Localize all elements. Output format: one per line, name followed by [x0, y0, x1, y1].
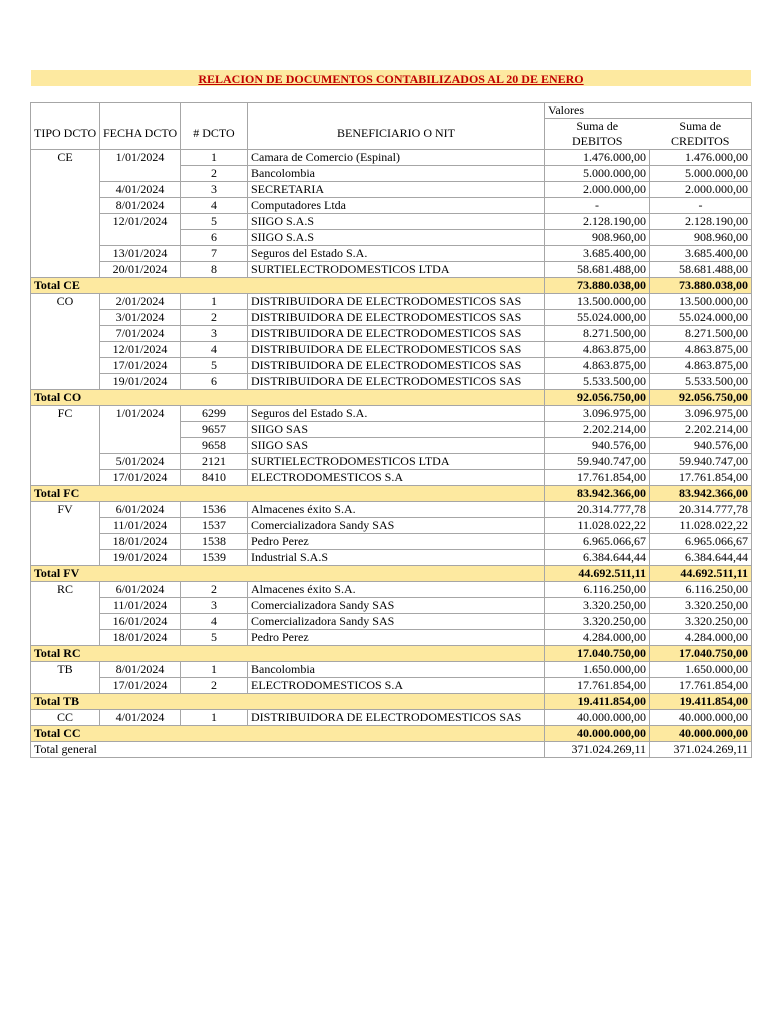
date-cell: 19/01/2024	[100, 374, 181, 390]
col-header-debitos-line1: Suma de	[545, 119, 650, 135]
debit-cell: 13.500.000,00	[545, 294, 650, 310]
doc-number-cell: 2	[181, 678, 248, 694]
credit-cell: 20.314.777,78	[650, 502, 752, 518]
group-total-credit: 17.040.750,00	[650, 646, 752, 662]
credit-cell: 3.685.400,00	[650, 246, 752, 262]
col-header-creditos-line2: CREDITOS	[650, 134, 752, 150]
group-total-debit: 83.942.366,00	[545, 486, 650, 502]
col-header-tipo: TIPO DCTO	[31, 119, 100, 150]
date-cell: 12/01/2024	[100, 214, 181, 230]
credit-cell: 5.533.500,00	[650, 374, 752, 390]
date-cell: 11/01/2024	[100, 518, 181, 534]
table-row	[31, 534, 752, 550]
credit-cell: 58.681.488,00	[650, 262, 752, 278]
credit-cell: 5.000.000,00	[650, 166, 752, 182]
group-total-row	[31, 726, 752, 742]
doc-number-cell: 5	[181, 214, 248, 230]
table-row	[31, 374, 752, 390]
debit-cell: 6.384.644,44	[545, 550, 650, 566]
table-row	[31, 214, 752, 230]
date-cell: 1/01/2024	[100, 406, 181, 422]
date-cell: 11/01/2024	[100, 598, 181, 614]
beneficiary-cell: Industrial S.A.S	[248, 550, 545, 566]
debit-cell: 3.320.250,00	[545, 614, 650, 630]
debit-cell: 2.202.214,00	[545, 422, 650, 438]
beneficiary-cell: SIIGO S.A.S	[248, 230, 545, 246]
table-row	[31, 358, 752, 374]
credit-cell: 8.271.500,00	[650, 326, 752, 342]
doc-number-cell: 9658	[181, 438, 248, 454]
table-row	[31, 598, 752, 614]
beneficiary-cell: ELECTRODOMESTICOS S.A	[248, 470, 545, 486]
debit-cell: 1.650.000,00	[545, 662, 650, 678]
debit-cell: 17.761.854,00	[545, 470, 650, 486]
debit-cell: 11.028.022,22	[545, 518, 650, 534]
doc-number-cell: 6	[181, 230, 248, 246]
doc-number-cell: 1538	[181, 534, 248, 550]
date-cell: 8/01/2024	[100, 662, 181, 678]
doc-number-cell: 3	[181, 182, 248, 198]
group-total-debit: 17.040.750,00	[545, 646, 650, 662]
date-cell: 17/01/2024	[100, 678, 181, 694]
credit-cell: 3.096.975,00	[650, 406, 752, 422]
table-row	[31, 630, 752, 646]
debit-cell: 3.320.250,00	[545, 598, 650, 614]
doc-type-cell: FC	[31, 406, 100, 486]
doc-number-cell: 7	[181, 246, 248, 262]
table-row	[31, 550, 752, 566]
debit-cell: 5.533.500,00	[545, 374, 650, 390]
col-header-debitos-line2: DEBITOS	[545, 134, 650, 150]
beneficiary-cell: Pedro Perez	[248, 534, 545, 550]
beneficiary-cell: DISTRIBUIDORA DE ELECTRODOMESTICOS SAS	[248, 374, 545, 390]
table-row	[31, 246, 752, 262]
date-cell: 12/01/2024	[100, 342, 181, 358]
debit-cell: 8.271.500,00	[545, 326, 650, 342]
col-header-beneficiario: BENEFICIARIO O NIT	[248, 119, 545, 150]
beneficiary-cell: SECRETARIA	[248, 182, 545, 198]
group-total-label: Total TB	[31, 694, 545, 710]
beneficiary-cell: Camara de Comercio (Espinal)	[248, 150, 545, 166]
doc-type-cell: CO	[31, 294, 100, 390]
doc-number-cell: 1536	[181, 502, 248, 518]
table-row	[31, 326, 752, 342]
date-cell: 8/01/2024	[100, 198, 181, 214]
debit-cell: 2.000.000,00	[545, 182, 650, 198]
debit-cell: 55.024.000,00	[545, 310, 650, 326]
doc-number-cell: 1537	[181, 518, 248, 534]
doc-number-cell: 8410	[181, 470, 248, 486]
table-row	[31, 662, 752, 678]
group-total-label: Total FV	[31, 566, 545, 582]
table-row	[31, 678, 752, 694]
beneficiary-cell: Comercializadora Sandy SAS	[248, 598, 545, 614]
date-cell: 17/01/2024	[100, 358, 181, 374]
doc-type-cell: CE	[31, 150, 100, 278]
date-cell: 7/01/2024	[100, 326, 181, 342]
date-cell: 5/01/2024	[100, 454, 181, 470]
table-row	[31, 294, 752, 310]
date-cell	[100, 438, 181, 454]
beneficiary-cell: SIIGO SAS	[248, 438, 545, 454]
doc-number-cell: 2	[181, 582, 248, 598]
beneficiary-cell: SURTIELECTRODOMESTICOS LTDA	[248, 262, 545, 278]
group-total-debit: 44.692.511,11	[545, 566, 650, 582]
date-cell: 6/01/2024	[100, 582, 181, 598]
grand-total-row	[31, 742, 752, 758]
beneficiary-cell: DISTRIBUIDORA DE ELECTRODOMESTICOS SAS	[248, 326, 545, 342]
credit-cell: 55.024.000,00	[650, 310, 752, 326]
documents-table-body	[31, 103, 752, 758]
table-row	[31, 438, 752, 454]
doc-number-cell: 2	[181, 166, 248, 182]
date-cell: 18/01/2024	[100, 630, 181, 646]
table-row	[31, 230, 752, 246]
beneficiary-cell: ELECTRODOMESTICOS S.A	[248, 678, 545, 694]
date-cell: 6/01/2024	[100, 502, 181, 518]
date-cell	[100, 230, 181, 246]
doc-number-cell: 1	[181, 662, 248, 678]
doc-type-cell: FV	[31, 502, 100, 566]
beneficiary-cell: DISTRIBUIDORA DE ELECTRODOMESTICOS SAS	[248, 310, 545, 326]
table-row	[31, 422, 752, 438]
group-total-debit: 40.000.000,00	[545, 726, 650, 742]
group-total-label: Total FC	[31, 486, 545, 502]
doc-type-cell: RC	[31, 582, 100, 646]
debit-cell: 59.940.747,00	[545, 454, 650, 470]
beneficiary-cell: Almacenes éxito S.A.	[248, 502, 545, 518]
doc-number-cell: 2	[181, 310, 248, 326]
debit-cell: 6.965.066,67	[545, 534, 650, 550]
header-row-columns-1	[31, 119, 752, 135]
beneficiary-cell: Bancolombia	[248, 166, 545, 182]
beneficiary-cell: DISTRIBUIDORA DE ELECTRODOMESTICOS SAS	[248, 294, 545, 310]
doc-number-cell: 4	[181, 342, 248, 358]
table-row	[31, 262, 752, 278]
beneficiary-cell: Comercializadora Sandy SAS	[248, 614, 545, 630]
date-cell: 16/01/2024	[100, 614, 181, 630]
group-total-label: Total CO	[31, 390, 545, 406]
table-row	[31, 502, 752, 518]
date-cell	[100, 422, 181, 438]
report-title-bar	[31, 70, 751, 86]
credit-cell: 17.761.854,00	[650, 470, 752, 486]
group-total-label: Total RC	[31, 646, 545, 662]
doc-number-cell: 1	[181, 710, 248, 726]
credit-cell: 1.650.000,00	[650, 662, 752, 678]
doc-number-cell: 6299	[181, 406, 248, 422]
documents-table	[30, 102, 752, 758]
table-row	[31, 310, 752, 326]
credit-cell: 2.000.000,00	[650, 182, 752, 198]
doc-number-cell: 3	[181, 598, 248, 614]
date-cell: 13/01/2024	[100, 246, 181, 262]
credit-cell: 940.576,00	[650, 438, 752, 454]
debit-cell: 4.284.000,00	[545, 630, 650, 646]
values-header: Valores	[545, 103, 650, 119]
col-header-creditos-line1: Suma de	[650, 119, 752, 135]
credit-cell: 40.000.000,00	[650, 710, 752, 726]
credit-cell: 11.028.022,22	[650, 518, 752, 534]
debit-cell: 58.681.488,00	[545, 262, 650, 278]
credit-cell: 2.202.214,00	[650, 422, 752, 438]
group-total-row	[31, 390, 752, 406]
group-total-row	[31, 694, 752, 710]
col-header-num: # DCTO	[181, 119, 248, 150]
credit-cell: 3.320.250,00	[650, 614, 752, 630]
doc-number-cell: 5	[181, 358, 248, 374]
beneficiary-cell: Seguros del Estado S.A.	[248, 246, 545, 262]
grand-total-label: Total general	[31, 742, 545, 758]
date-cell	[100, 166, 181, 182]
table-row	[31, 582, 752, 598]
credit-cell: 4.284.000,00	[650, 630, 752, 646]
report-title: RELACION DE DOCUMENTOS CONTABILIZADOS AL 20 DE ENERO	[198, 72, 584, 86]
date-cell: 18/01/2024	[100, 534, 181, 550]
group-total-credit: 92.056.750,00	[650, 390, 752, 406]
table-row	[31, 710, 752, 726]
group-total-credit: 19.411.854,00	[650, 694, 752, 710]
credit-cell: 17.761.854,00	[650, 678, 752, 694]
date-cell: 2/01/2024	[100, 294, 181, 310]
doc-number-cell: 3	[181, 326, 248, 342]
group-total-label: Total CE	[31, 278, 545, 294]
group-total-row	[31, 646, 752, 662]
grand-total-debit: 371.024.269,11	[545, 742, 650, 758]
debit-cell: 3.096.975,00	[545, 406, 650, 422]
doc-number-cell: 4	[181, 198, 248, 214]
debit-cell: 1.476.000,00	[545, 150, 650, 166]
credit-cell: 13.500.000,00	[650, 294, 752, 310]
doc-number-cell: 8	[181, 262, 248, 278]
beneficiary-cell: DISTRIBUIDORA DE ELECTRODOMESTICOS SAS	[248, 710, 545, 726]
date-cell: 20/01/2024	[100, 262, 181, 278]
credit-cell: 3.320.250,00	[650, 598, 752, 614]
debit-cell: 4.863.875,00	[545, 358, 650, 374]
group-total-label: Total CC	[31, 726, 545, 742]
table-row	[31, 166, 752, 182]
header-row-values	[31, 103, 752, 119]
group-total-debit: 19.411.854,00	[545, 694, 650, 710]
credit-cell: 4.863.875,00	[650, 342, 752, 358]
date-cell: 4/01/2024	[100, 182, 181, 198]
debit-cell: -	[545, 198, 650, 214]
date-cell: 3/01/2024	[100, 310, 181, 326]
credit-cell: 6.116.250,00	[650, 582, 752, 598]
group-total-debit: 92.056.750,00	[545, 390, 650, 406]
beneficiary-cell: Computadores Ltda	[248, 198, 545, 214]
credit-cell: 6.384.644,44	[650, 550, 752, 566]
debit-cell: 4.863.875,00	[545, 342, 650, 358]
credit-cell: 2.128.190,00	[650, 214, 752, 230]
beneficiary-cell: SIIGO SAS	[248, 422, 545, 438]
doc-number-cell: 4	[181, 614, 248, 630]
doc-number-cell: 1	[181, 150, 248, 166]
doc-number-cell: 5	[181, 630, 248, 646]
debit-cell: 3.685.400,00	[545, 246, 650, 262]
credit-cell: -	[650, 198, 752, 214]
beneficiary-cell: Comercializadora Sandy SAS	[248, 518, 545, 534]
date-cell: 1/01/2024	[100, 150, 181, 166]
credit-cell: 1.476.000,00	[650, 150, 752, 166]
group-total-credit: 73.880.038,00	[650, 278, 752, 294]
beneficiary-cell: DISTRIBUIDORA DE ELECTRODOMESTICOS SAS	[248, 358, 545, 374]
group-total-row	[31, 486, 752, 502]
credit-cell: 4.863.875,00	[650, 358, 752, 374]
group-total-credit: 83.942.366,00	[650, 486, 752, 502]
date-cell: 19/01/2024	[100, 550, 181, 566]
grand-total-credit: 371.024.269,11	[650, 742, 752, 758]
beneficiary-cell: Almacenes éxito S.A.	[248, 582, 545, 598]
date-cell: 17/01/2024	[100, 470, 181, 486]
beneficiary-cell: Bancolombia	[248, 662, 545, 678]
doc-number-cell: 6	[181, 374, 248, 390]
group-total-row	[31, 278, 752, 294]
beneficiary-cell: Seguros del Estado S.A.	[248, 406, 545, 422]
group-total-credit: 40.000.000,00	[650, 726, 752, 742]
doc-number-cell: 1	[181, 294, 248, 310]
debit-cell: 940.576,00	[545, 438, 650, 454]
doc-number-cell: 9657	[181, 422, 248, 438]
table-row	[31, 182, 752, 198]
table-row	[31, 454, 752, 470]
credit-cell: 6.965.066,67	[650, 534, 752, 550]
debit-cell: 20.314.777,78	[545, 502, 650, 518]
table-row	[31, 342, 752, 358]
credit-cell: 59.940.747,00	[650, 454, 752, 470]
beneficiary-cell: Pedro Perez	[248, 630, 545, 646]
table-row	[31, 406, 752, 422]
debit-cell: 2.128.190,00	[545, 214, 650, 230]
date-cell: 4/01/2024	[100, 710, 181, 726]
table-row	[31, 518, 752, 534]
debit-cell: 17.761.854,00	[545, 678, 650, 694]
table-row	[31, 614, 752, 630]
credit-cell: 908.960,00	[650, 230, 752, 246]
col-header-fecha: FECHA DCTO	[100, 119, 181, 150]
debit-cell: 5.000.000,00	[545, 166, 650, 182]
beneficiary-cell: DISTRIBUIDORA DE ELECTRODOMESTICOS SAS	[248, 342, 545, 358]
doc-number-cell: 1539	[181, 550, 248, 566]
debit-cell: 908.960,00	[545, 230, 650, 246]
doc-type-cell: CC	[31, 710, 100, 726]
beneficiary-cell: SURTIELECTRODOMESTICOS LTDA	[248, 454, 545, 470]
doc-type-cell: TB	[31, 662, 100, 694]
debit-cell: 6.116.250,00	[545, 582, 650, 598]
table-row	[31, 470, 752, 486]
table-row	[31, 150, 752, 166]
group-total-row	[31, 566, 752, 582]
doc-number-cell: 2121	[181, 454, 248, 470]
table-row	[31, 198, 752, 214]
beneficiary-cell: SIIGO S.A.S	[248, 214, 545, 230]
group-total-credit: 44.692.511,11	[650, 566, 752, 582]
group-total-debit: 73.880.038,00	[545, 278, 650, 294]
debit-cell: 40.000.000,00	[545, 710, 650, 726]
